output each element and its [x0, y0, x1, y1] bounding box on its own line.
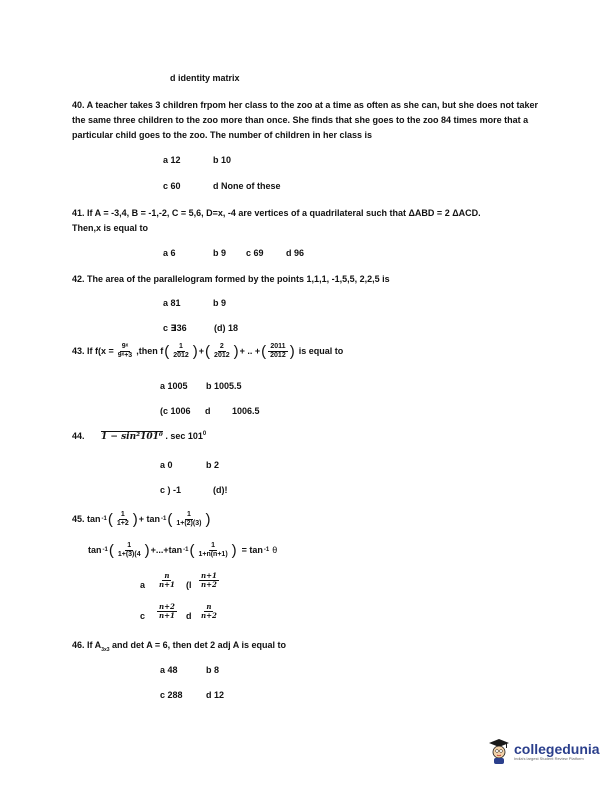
logo-tagline: India's largest Student Review Platform	[514, 755, 584, 761]
q43-option-a: a 1005	[160, 381, 188, 391]
q41-text-line1: 41. If A = -3,4, B = -1,-2, C = 5,6, D=x, -4 are vertices of a quadrilateral such that ΔABD = 2 ΔACD.	[72, 208, 481, 218]
q44-option-a: a 0	[160, 460, 173, 470]
q45-frac2-num: 1	[186, 511, 191, 519]
q41-option-c: c 69	[246, 248, 264, 258]
q45-a-num: n	[164, 571, 170, 580]
q45-line2	[88, 542, 277, 559]
q43-option-c: (c 1006	[160, 406, 191, 416]
q43-option-d-value: 1006.5	[232, 406, 260, 416]
logo-name: collegedunia	[514, 740, 600, 757]
q43-term1-num: 1	[179, 343, 183, 351]
q45-option-a-frac	[156, 572, 178, 589]
q44-degree: 0	[202, 431, 207, 437]
q44-option-c: c ) -1	[160, 485, 182, 495]
q43-term3-den: 2012	[270, 352, 286, 360]
q45-paren: (	[108, 542, 114, 559]
q43-plus: +	[198, 346, 205, 357]
q45-option-d-label: d	[186, 611, 192, 621]
q42-text: 42. The area of the parallelogram formed by the points 1,1,1, -1,5,5, 2,2,5 is	[72, 274, 390, 284]
q43-then: ,then f	[136, 346, 164, 357]
q45-frac2-den: 1+(2)(3)	[176, 520, 202, 528]
q43-term1	[171, 343, 191, 360]
q46-post: and det A = 6, then det 2 adj A is equal to	[109, 640, 286, 650]
q46-option-d: d 12	[206, 690, 225, 700]
q42-option-b: b 9	[213, 298, 227, 308]
q45-frac4-den: 1+n(n+1)	[198, 551, 228, 559]
q43-dots: + .. +	[239, 346, 261, 357]
q41-option-b: b 9	[213, 248, 227, 258]
q45-frac3-num: 1	[127, 542, 132, 550]
q45-frac1-den: 1+2	[116, 520, 129, 528]
q45-frac4	[196, 542, 229, 559]
q45-theta: θ	[272, 545, 278, 556]
q45-paren: (	[167, 511, 173, 528]
q43-term2	[212, 343, 232, 360]
q45-plus-tan: + tan	[138, 514, 160, 525]
q43-option-b: b 1005.5	[206, 381, 242, 391]
q45-option-d-frac	[198, 603, 220, 620]
q40-option-d: d None of these	[213, 181, 281, 191]
q44-option-d: (d)!	[213, 485, 228, 495]
q43-paren: (	[205, 343, 211, 360]
q45-inverse: -1	[183, 547, 189, 554]
q46-text	[72, 640, 286, 654]
q45-c-den: n+1	[159, 611, 175, 620]
q45-paren: (	[189, 542, 195, 559]
q43-prefix: 43. If f(x =	[72, 346, 114, 357]
q43-option-d: d	[205, 406, 211, 416]
graduate-mascot-icon	[488, 738, 510, 764]
q43-paren: )	[192, 343, 198, 360]
q45-frac3-den: 1+(3)(4	[117, 551, 141, 559]
q45-inverse: -1	[161, 516, 167, 523]
q45-b-num: n+1	[201, 571, 217, 580]
q45-equals-tan: = tan	[241, 545, 263, 556]
q40-option-b: b 10	[213, 155, 232, 165]
q45-paren: (	[107, 511, 113, 528]
q46-option-a: a 48	[160, 665, 178, 675]
q45-inverse: -1	[263, 547, 270, 554]
q45-option-b-frac	[198, 572, 220, 589]
q45-frac3	[116, 542, 143, 559]
q42-option-a: a 81	[163, 298, 181, 308]
q43-term3-num: 2011	[270, 343, 286, 351]
q45-option-c-frac	[156, 603, 178, 620]
q40-text: 40. A teacher takes 3 children frpom her class to the zoo at a time as often as she can, but she does not taker the same three children to the zoo more than once. She finds that she goes to the zoo 84 times more that a particular child goes to the zoo. The number of children in her class is	[72, 100, 538, 140]
q43-fx-den: 9ˣ+3	[117, 352, 133, 360]
q40-option-a: a 12	[163, 155, 181, 165]
q46-subscript: 3x3	[101, 646, 110, 653]
q40-option-c: c 60	[163, 181, 181, 191]
q43-paren: (	[164, 343, 170, 360]
q41-text-line2: Then,x is equal to	[72, 223, 149, 233]
q45-paren: )	[231, 542, 237, 559]
q44-option-b: b 2	[206, 460, 220, 470]
q43-paren: )	[289, 343, 295, 360]
q44-expression	[72, 431, 206, 442]
q45-line1	[72, 511, 210, 528]
collegedunia-logo	[488, 738, 600, 764]
q45-option-c-label: c	[140, 611, 146, 621]
q43-fx-num: 9ˣ	[121, 343, 129, 351]
q45-option-a-label: a	[140, 580, 146, 590]
q45-b-den: n+2	[201, 580, 217, 589]
q45-option-b-label: (l	[186, 580, 192, 590]
q45-paren: )	[205, 511, 211, 528]
q45-label: 45. tan	[72, 514, 101, 525]
q43-paren: )	[233, 343, 239, 360]
q45-frac2	[174, 511, 203, 528]
q45-frac1	[115, 511, 131, 528]
q45-frac1-num: 1	[120, 511, 125, 519]
q45-inverse: -1	[102, 547, 108, 554]
q44-radical: 1 − sin²101⁰	[101, 432, 163, 442]
q43-term1-den: 2012	[173, 352, 189, 360]
q45-c-num: n+2	[159, 602, 175, 611]
q43-paren: (	[261, 343, 267, 360]
q42-option-c: c ∃36	[163, 323, 187, 333]
q45-inverse: -1	[101, 516, 107, 523]
q42-option-d: (d) 18	[214, 323, 239, 333]
q46-option-c: c 288	[160, 690, 183, 700]
q43-term2-num: 2	[219, 343, 224, 351]
q44-rest: . sec 101	[165, 431, 203, 441]
q43-term2-den: 2012	[214, 352, 230, 360]
q43-fx-fraction	[116, 343, 134, 360]
q46-option-b: b 8	[206, 665, 220, 675]
q39-option-d: d identity matrix	[170, 73, 240, 83]
q45-line2-tan: tan	[88, 545, 102, 556]
q44-number: 44.	[72, 431, 85, 441]
q41-option-d: d 96	[286, 248, 305, 258]
q46-pre: 46. If A	[72, 640, 102, 650]
q45-paren: )	[132, 511, 138, 528]
q45-d-num: n	[206, 602, 212, 611]
q45-a-den: n+1	[159, 580, 175, 589]
q41-option-a: a 6	[163, 248, 176, 258]
q43-term3	[268, 343, 288, 360]
q45-d-den: n+2	[201, 611, 217, 620]
q43-expression	[72, 343, 343, 360]
q45-frac4-num: 1	[211, 542, 216, 550]
q45-mid: +...+tan	[150, 545, 183, 556]
q45-paren: )	[144, 542, 150, 559]
q43-suffix: is equal to	[298, 346, 344, 357]
